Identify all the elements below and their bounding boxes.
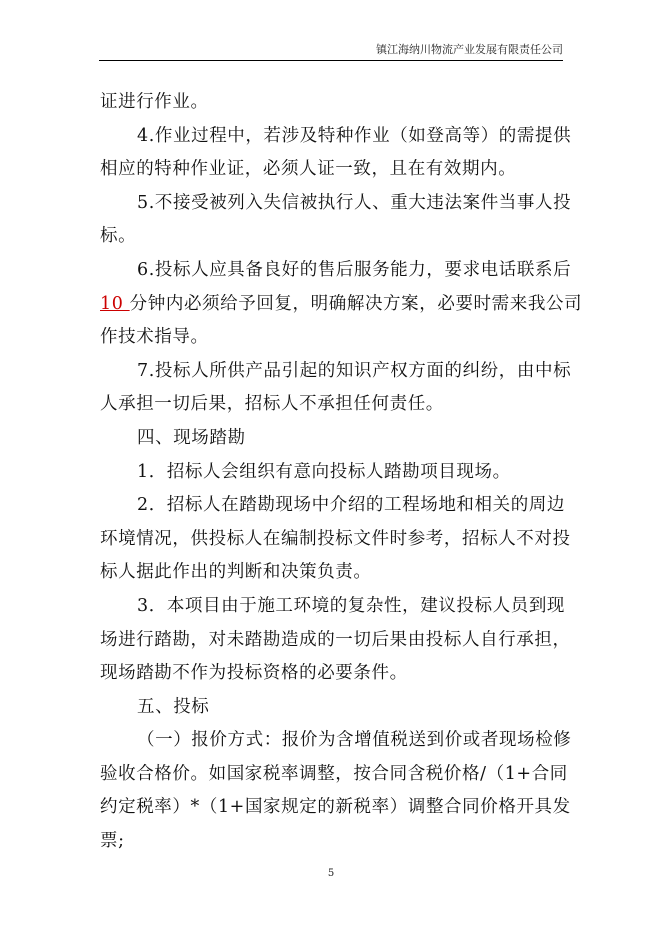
page-header xyxy=(99,42,563,61)
document-body xyxy=(100,86,583,859)
line-text: 场进行踏勘，对未踏勘造成的一切后果由投标人自行承担， xyxy=(100,629,571,650)
line-text: 6.投标人应具备良好的售后服务能力，要求电话联系后 xyxy=(137,259,572,280)
text-line xyxy=(100,825,564,859)
line-text: 验收合格价。如国家税率调整，按合同含税价格/（1+合同 xyxy=(100,763,568,784)
line-text: 2．招标人在踏勘现场中介绍的工程场地和相关的周边 xyxy=(137,495,566,516)
line-text: 标。 xyxy=(100,226,137,247)
text-line xyxy=(100,220,564,254)
page-number: 5 xyxy=(327,868,335,879)
text-line xyxy=(100,388,564,422)
text-line xyxy=(100,624,571,658)
line-text: 四、现场踏勘 xyxy=(137,427,246,448)
line-text: （一）报价方式：报价为含增值税送到价或者现场检修 xyxy=(137,730,572,751)
line-text: 5.不接受被列入失信被执行人、重大违法案件当事人投 xyxy=(137,192,572,213)
line-text: 4.作业过程中，若涉及特种作业（如登高等）的需提供 xyxy=(137,125,572,146)
text-line xyxy=(100,254,572,288)
line-text: 环境情况，供投标人在编制投标文件时参考，招标人不对投 xyxy=(100,528,571,549)
line-text: 标人据此作出的判断和决策负责。 xyxy=(100,562,372,583)
line-text: 现场踏勘不作为投标资格的必要条件。 xyxy=(100,663,408,684)
line-text: 人承担一切后果，招标人不承担任何责任。 xyxy=(100,394,444,415)
text-line xyxy=(100,556,564,590)
text-line xyxy=(100,791,571,825)
text-line xyxy=(100,724,572,758)
text-line xyxy=(100,590,564,624)
line-text: 1．招标人会组织有意向投标人踏勘项目现场。 xyxy=(137,461,511,482)
line-text: 7.投标人所供产品引起的知识产权方面的纠纷，由中标 xyxy=(137,360,572,381)
text-line xyxy=(100,288,583,322)
text-line xyxy=(100,321,564,355)
text-line xyxy=(100,691,564,725)
line-text: 3．本项目由于施工环境的复杂性，建议投标人员到现 xyxy=(137,595,566,616)
text-line xyxy=(100,120,572,154)
text-line xyxy=(100,422,564,456)
text-line xyxy=(100,153,564,187)
line-text: 分钟内必须给予回复，明确解决方案，必要时需来我公司 xyxy=(129,293,583,314)
text-line xyxy=(100,86,564,120)
highlighted-number: 10 xyxy=(100,293,130,314)
text-line xyxy=(100,523,571,557)
text-line xyxy=(100,456,564,490)
line-text: 票; xyxy=(100,831,125,852)
line-text: 相应的特种作业证，必须人证一致，且在有效期内。 xyxy=(100,159,517,180)
line-text: 五、投标 xyxy=(137,696,210,717)
line-text: 证进行作业。 xyxy=(100,92,209,112)
line-text: 约定税率）*（1+国家规定的新税率）调整合同价格开具发 xyxy=(100,797,571,818)
text-line xyxy=(100,187,572,221)
line-text: 作技术指导。 xyxy=(100,327,209,348)
text-line xyxy=(100,758,568,792)
text-line xyxy=(100,657,564,691)
text-line xyxy=(100,489,564,523)
company-name: 镇江海纳川物流产业发展有限责任公司 xyxy=(376,43,563,56)
text-line xyxy=(100,355,572,389)
